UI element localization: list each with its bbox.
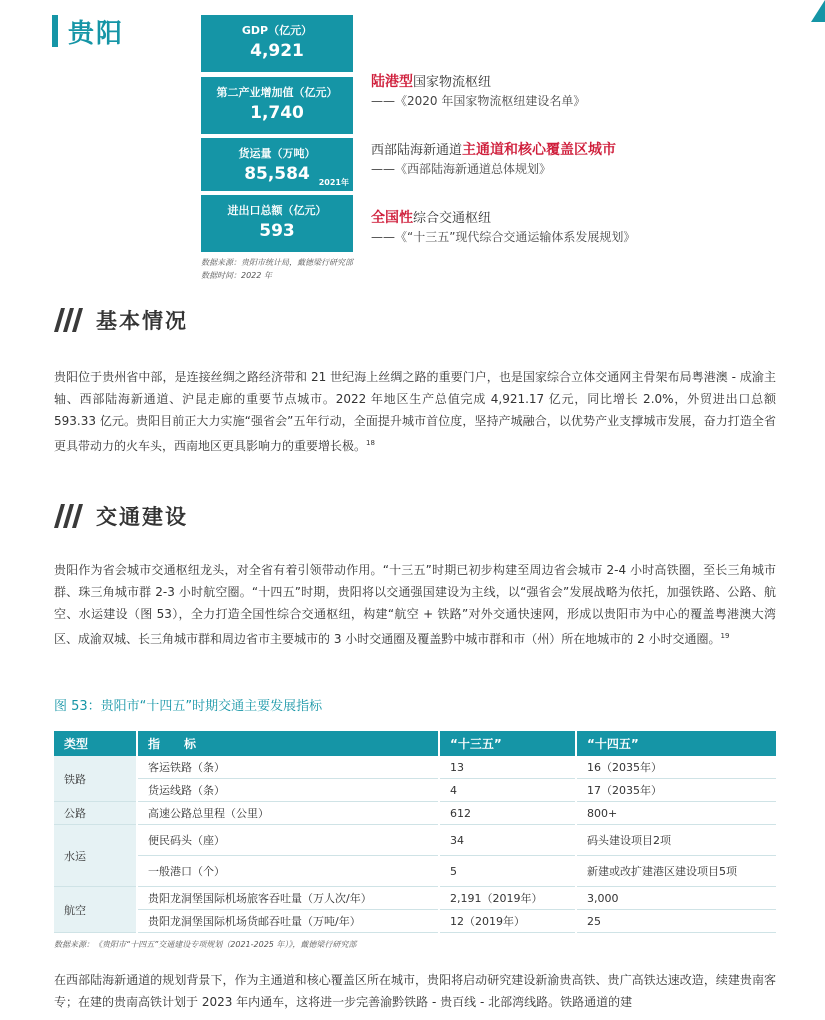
figure-caption: 图 53：贵阳市“十四五”时期交通主要发展指标: [54, 699, 323, 714]
slash-icon: [54, 503, 84, 529]
table-row: [54, 825, 776, 856]
header-14th-plan: “十四五”: [576, 731, 776, 756]
stat-box-secondary-industry: [201, 77, 353, 134]
stat-label: 货运量（万吨）: [238, 147, 316, 160]
value-13-cell: 612: [439, 802, 576, 825]
stat-label: 进出口总额（亿元）: [227, 204, 327, 217]
stat-value: 1,740: [250, 103, 304, 123]
value-13-cell: 13: [439, 756, 576, 779]
indicator-cell: 便民码头（座）: [137, 825, 439, 856]
value-14-cell: 25: [576, 910, 776, 933]
stat-value: 85,584: [244, 164, 310, 184]
category-cell: 航空: [54, 887, 137, 933]
hub-highlight: 陆港型: [371, 74, 413, 90]
indicator-cell: 贵阳龙洞堡国际机场旅客吞吐量（万人次/年）: [137, 887, 439, 910]
city-name: 贵阳: [68, 18, 125, 49]
indicator-cell: 客运铁路（条）: [137, 756, 439, 779]
stat-value: 4,921: [250, 41, 304, 61]
stat-value: 593: [259, 221, 295, 241]
value-14-cell: 17（2035年）: [576, 779, 776, 802]
table-row: [54, 856, 776, 887]
table-row: [54, 910, 776, 933]
transport-paragraph: 贵阳作为省会城市交通枢纽龙头，对全省有着引领带动作用。“十三五”时期已初步构建至周边省会城市 2-4 小时高铁圈，至长三角城市群、珠三角城市群 2-3 小时航空圈。“十四五”时期，贵阳将以交通强国建设为主线，以“强省会”发展战略为依托，加强铁路、公路、航空、水运建设（图 53），全力打造全国性综合交通枢纽，构建“航空 + 铁路”对外交通快速网，形成以贵阳市为中心的覆盖粤港澳大湾区、成渝双城、长三角城市群和周边省市主要城市的 3 小时交通圈及覆盖黔中城市群和市（州）所在地城市的 2 小时交通圈。$^{19}$: [54, 563, 776, 646]
category-cell: 水运: [54, 825, 137, 887]
table-header-row: [54, 731, 776, 756]
bottom-paragraph: 在西部陆海新通道的规划背景下，作为主通道和核心覆盖区所在城市，贵阳将启动研究建设新渝贵高铁、贵广高铁达速改造，续建贵南客专；在建的贵南高铁计划于 2023 年内通车，这将进一步完善渝黔铁路 - 贵百线 - 北部湾线路。铁路通道的建: [54, 973, 776, 1009]
hub-highlight: 主通道和核心覆盖区城市: [462, 142, 617, 158]
table-row: [54, 756, 776, 779]
header-type: 类型: [54, 731, 137, 756]
stat-box-freight-volume: [201, 138, 353, 191]
indicator-cell: 高速公路总里程（公里）: [137, 802, 439, 825]
value-13-cell: 34: [439, 825, 576, 856]
hub-doc-ref: ——《西部陆海新通道总体规划》: [371, 162, 552, 176]
indicator-cell: 货运线路（条）: [137, 779, 439, 802]
section-heading-basic: [54, 305, 188, 335]
value-13-cell: 4: [439, 779, 576, 802]
table-source: 数据来源：《贵阳市“十四五”交通建设专项规划（2021-2025 年）》，戴德梁行研究部: [54, 940, 357, 949]
value-13-cell: 2,191（2019年）: [439, 887, 576, 910]
hub-item-land-port: 陆港型国家物流枢纽 ——《2020 年国家物流枢纽建设名单》: [371, 73, 811, 110]
value-14-cell: 16（2035年）: [576, 756, 776, 779]
indicator-cell: 一般港口（个）: [137, 856, 439, 887]
hub-item-national-hub: 全国性综合交通枢纽 ——《“十三五”现代综合交通运输体系发展规划》: [371, 209, 811, 246]
header-13th-plan: “十三五”: [439, 731, 576, 756]
category-cell: 公路: [54, 802, 137, 825]
value-13-cell: 5: [439, 856, 576, 887]
header-indicator: 指 标: [137, 731, 439, 756]
hub-doc-ref: ——《“十三五”现代综合交通运输体系发展规划》: [371, 230, 636, 244]
value-14-cell: 3,000: [576, 887, 776, 910]
stat-box-import-export: [201, 195, 353, 252]
footnote-ref: 18: [366, 439, 375, 447]
stat-year: 2021年: [318, 178, 349, 187]
corner-tab-mark: [811, 0, 825, 22]
slash-icon: [54, 307, 84, 333]
category-cell: 铁路: [54, 756, 137, 802]
stats-time: 数据时间：2022 年: [201, 271, 272, 280]
title-accent-bar: [52, 15, 58, 47]
value-14-cell: 新建或改扩建港区建设项目5项: [576, 856, 776, 887]
table-row: [54, 802, 776, 825]
stat-box-gdp: [201, 15, 353, 72]
stat-label: GDP（亿元）: [241, 24, 313, 37]
stats-source: 数据来源：贵阳市统计局，戴德梁行研究部: [201, 258, 353, 267]
indicators-table: [54, 731, 776, 933]
value-14-cell: 码头建设项目2项: [576, 825, 776, 856]
basic-info-paragraph: 贵阳位于贵州省中部，是连接丝绸之路经济带和 21 世纪海上丝绸之路的重要门户，也是国家综合立体交通网主骨架布局粤港澳 - 成渝主轴、西部陆海新通道、沪昆走廊的重要节点城市。2022 年地区生产总值完成 4,921.17 亿元，同比增长 2.0%，外贸进出口总额 593.33 亿元。贵阳目前正大力实施“强省会”五年行动，全面提升城市首位度，坚持产城融合，以优势产业支撑城市发展，奋力打造全省更具带动力的火车头，西南地区更具影响力的重要增长极。$^{18}$: [54, 370, 776, 453]
section-title: 基本情况: [96, 309, 188, 333]
indicator-cell: 贵阳龙洞堡国际机场货邮吞吐量（万吨/年）: [137, 910, 439, 933]
value-14-cell: 800+: [576, 802, 776, 825]
hub-item-western-corridor: 西部陆海新通道主通道和核心覆盖区城市 ——《西部陆海新通道总体规划》: [371, 141, 811, 178]
city-title: [52, 14, 124, 48]
table-row: [54, 887, 776, 910]
table-row: [54, 779, 776, 802]
stat-label: 第二产业增加值（亿元）: [216, 86, 338, 99]
section-title: 交通建设: [96, 505, 188, 529]
value-13-cell: 12（2019年）: [439, 910, 576, 933]
hub-doc-ref: ——《2020 年国家物流枢纽建设名单》: [371, 94, 586, 108]
hub-highlight: 全国性: [371, 210, 413, 226]
footnote-ref: 19: [720, 632, 730, 640]
section-heading-transport: [54, 501, 188, 531]
